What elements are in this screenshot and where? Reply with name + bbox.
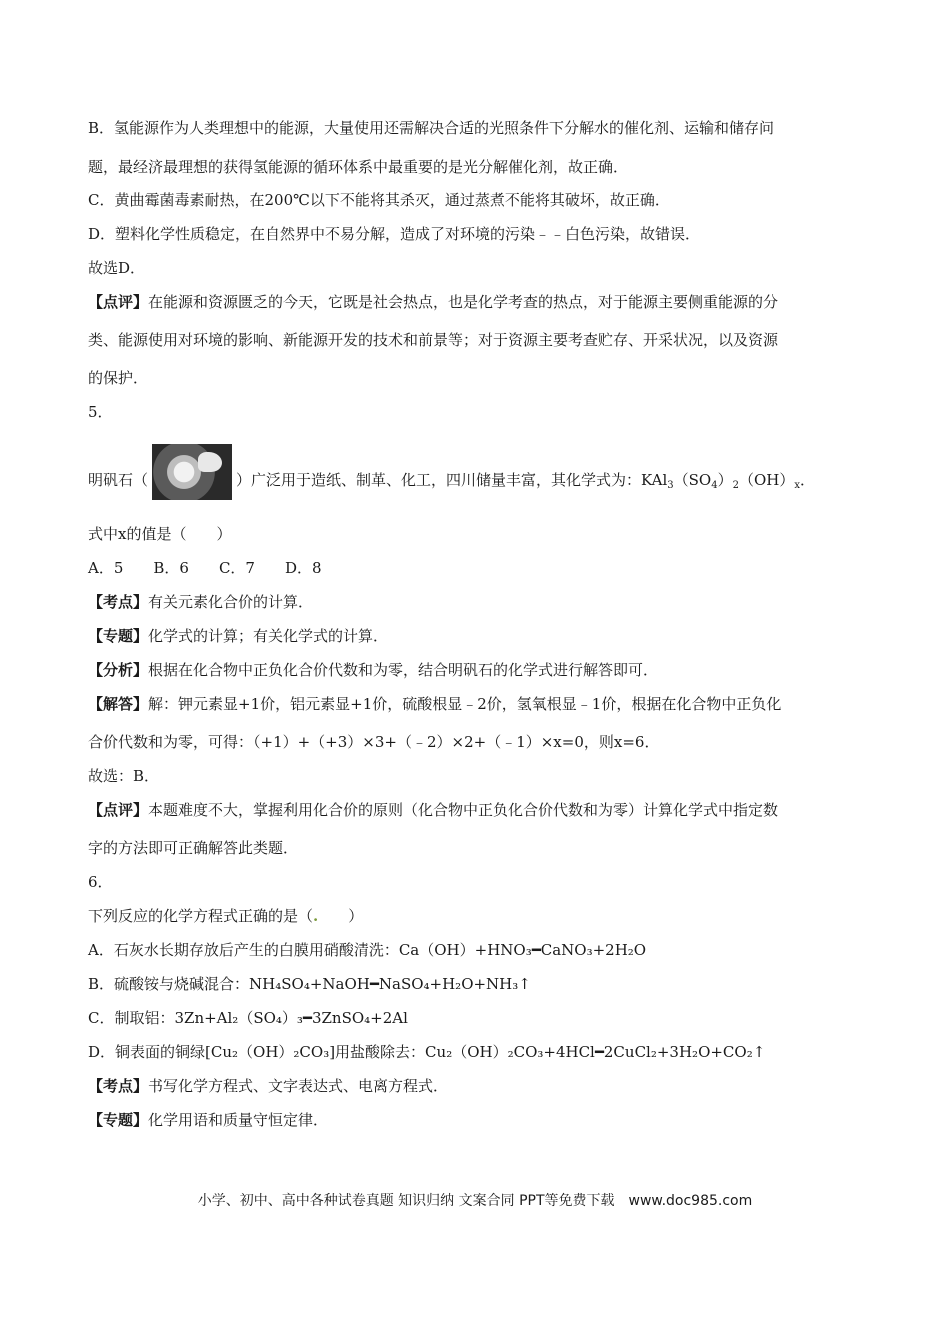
- subscript: 2: [732, 480, 739, 491]
- question-stem: [88, 906, 363, 926]
- jieda-line: [88, 694, 781, 714]
- stem-text: （OH）: [738, 471, 795, 489]
- text-line: 式中x的值是（ ）: [88, 525, 232, 543]
- stem-text: （SO: [673, 471, 712, 489]
- section-text: 本题难度不大，掌握利用化合价的原则（化合物中正负化合价代数和为零）计算化学式中指定数: [148, 801, 779, 819]
- page-footer: 小学、初中、高中各种试卷真题 知识归纳 文案合同 PPT等免费下载 www.doc985.com: [197, 1193, 753, 1209]
- review-line: [88, 800, 778, 820]
- review-line: [88, 292, 778, 312]
- section-tag: 【专题】: [88, 627, 149, 645]
- section-text: 在能源和资源匮乏的今天，它既是社会热点，也是化学考查的热点，对于能源主要侧重能源的分: [148, 293, 779, 311]
- option-d: D．铜表面的铜绿[Cu₂（OH）₂CO₃]用盐酸除去：Cu₂（OH）₂CO₃+4HCl━2CuCl₂+3H₂O+CO₂↑: [88, 1043, 766, 1061]
- subscript: 4: [711, 480, 718, 491]
- alunite-photo: [152, 444, 232, 500]
- subscript: 3: [667, 480, 674, 491]
- section-tag: 【专题】: [88, 1111, 149, 1129]
- text-line: 字的方法即可正确解答此类题．: [88, 839, 299, 857]
- option-a: A．石灰水长期存放后产生的白膜用硝酸清洗：Ca（OH）+HNO₃━CaNO₃+2H₂O: [88, 941, 647, 959]
- stem-text: 下列反应的化学方程式正确的是（: [88, 907, 314, 925]
- section-text: 有关元素化合价的计算．: [148, 593, 314, 611]
- stem-text: ）: [717, 471, 733, 489]
- stem-text: ）广泛用于造纸、制革、化工，四川储量丰富，其化学式为：KAl: [236, 471, 668, 489]
- question-number: 5．: [88, 403, 113, 421]
- text-line: 故选：B．: [88, 767, 160, 785]
- stem-mark: .: [313, 907, 319, 925]
- text-line: 题，最经济最理想的获得氢能源的循环体系中最重要的是光分解催化剂，故正确．: [88, 158, 629, 176]
- text-line: 合价代数和为零，可得：（+1）+（+3）×3+（﹣2）×2+（﹣1）×x=0，则x=6．: [88, 733, 660, 751]
- text-line: 的保护．: [88, 369, 149, 387]
- section-text: 解：钾元素显+1价，铝元素显+1价，硫酸根显﹣2价，氢氧根显﹣1价，根据在化合物中正负化: [148, 695, 782, 713]
- section-text: 书写化学方程式、文字表达式、电离方程式．: [148, 1077, 449, 1095]
- section-tag: 【考点】: [88, 1077, 149, 1095]
- text-line: 类、能源使用对环境的影响、新能源开发的技术和前景等；对于资源主要考查贮存、开采状况，以及资源: [88, 331, 779, 349]
- option-c: C．制取铝：3Zn+Al₂（SO₄）₃━3ZnSO₄+2Al: [88, 1009, 408, 1027]
- stem-text: 明矾石（: [88, 471, 149, 489]
- section-text: 化学式的计算；有关化学式的计算．: [148, 627, 389, 645]
- option-b: B．硫酸铵与烧碱混合：NH₄SO₄+NaOH━NaSO₄+H₂O+NH₃↑: [88, 975, 531, 993]
- kaodian-line: [88, 1076, 448, 1096]
- section-tag: 【考点】: [88, 593, 149, 611]
- question-number: 6．: [88, 873, 113, 891]
- section-tag: 【分析】: [88, 661, 149, 679]
- subscript: x: [794, 480, 800, 491]
- text-line: C．黄曲霉菌毒素耐热，在200℃以下不能将其杀灭，通过蒸煮不能将其破坏，故正确．: [88, 191, 670, 209]
- fenxi-line: [88, 660, 658, 680]
- section-text: 根据在化合物中正负化合价代数和为零，结合明矾石的化学式进行解答即可．: [148, 661, 659, 679]
- stem-text: ．: [800, 471, 816, 489]
- text-line: D．塑料化学性质稳定，在自然界中不易分解，造成了对环境的污染﹣﹣白色污染，故错误．: [88, 225, 701, 243]
- question-stem: [88, 462, 815, 500]
- kaodian-line: [88, 592, 313, 612]
- text-line: 故选D．: [88, 259, 146, 277]
- stem-text: ）: [318, 907, 364, 925]
- section-text: 化学用语和质量守恒定律．: [148, 1111, 329, 1129]
- answer-options: A．5 B．6 C．7 D．8: [88, 559, 322, 577]
- zhuanti-line: [88, 626, 388, 646]
- zhuanti-line: [88, 1110, 328, 1130]
- text-line: B．氢能源作为人类理想中的能源，大量使用还需解决合适的光照条件下分解水的催化剂、运输和储存问: [88, 119, 775, 137]
- section-tag: 【解答】: [88, 695, 149, 713]
- section-tag: 【点评】: [88, 293, 149, 311]
- section-tag: 【点评】: [88, 801, 149, 819]
